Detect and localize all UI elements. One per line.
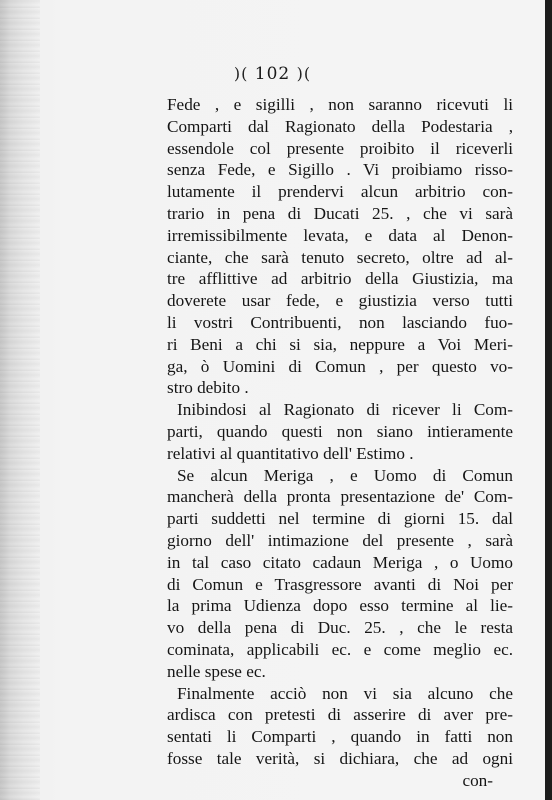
text-line: trario in pena di Ducati 25. , che vi sarà (167, 203, 513, 223)
text-line: tre afflittive ad arbitrio della Giustizia, ma (167, 269, 513, 289)
scan-border (545, 0, 552, 800)
text-line: irremissibilmente levata, e data al Denon- (167, 225, 513, 245)
text-line: vo della pena di Duc. 25. , che le resta (167, 618, 513, 638)
text-line: sentati li Comparti , quando in fatti non (167, 727, 513, 747)
text-line: Finalmente acciò non vi sia alcuno che (177, 683, 513, 703)
text-line: mancherà della pronta presentazione de' Com- (167, 487, 513, 507)
page-header (0, 64, 545, 84)
body-text (167, 94, 513, 792)
text-line: Inibindosi al Ragionato di ricever li Com- (177, 400, 513, 420)
text-line: parti suddetti nel termine di giorni 15. dal (167, 509, 513, 529)
text-line: relativi al quantitativo dell' Estimo . (167, 443, 414, 463)
text-line: cominata, applicabili ec. e come meglio ec. (167, 639, 513, 659)
text-line: giorno dell' intimazione del presente , sarà (167, 530, 513, 550)
left-ornament: )( (233, 64, 249, 83)
text-line: doverete usar fede, e giustizia verso tutti (167, 291, 513, 311)
text-line: lutamente il prendervi alcun arbitrio con- (167, 182, 513, 202)
page-gutter-shadow (0, 0, 40, 800)
text-line: ciante, che sarà tenuto secreto, oltre ad al- (167, 247, 513, 267)
text-line: Fede , e sigilli , non saranno ricevuti li (167, 95, 513, 114)
text-line: di Comun e Trasgressore avanti di Noi per (167, 574, 513, 594)
text-line: in tal caso citato cadaun Meriga , o Uomo (167, 552, 513, 572)
text-line: senza Fede, e Sigillo . Vi proibiamo risso- (167, 160, 513, 180)
text-line: li vostri Contribuenti, non lasciando fuo- (167, 312, 513, 332)
text-line: ardisca con pretesti di asserire di aver pre- (167, 705, 513, 725)
right-ornament: )( (296, 64, 312, 83)
text-line: Comparti dal Ragionato della Podestaria , (167, 116, 513, 136)
text-line: la prima Udienza dopo esso termine al lie- (167, 596, 513, 616)
text-line: fosse tale verità, si dichiara, che ad ogni (167, 748, 513, 768)
page-number: 102 (254, 64, 291, 84)
text-line: essendole col presente proibito il riceverli (167, 138, 513, 158)
text-line: parti, quando questi non siano intieramente (167, 421, 513, 441)
text-line: nelle spese ec. (167, 661, 266, 681)
text-line: con- (462, 770, 493, 790)
text-line: ri Beni a chi si sia, neppure a Voi Meri- (167, 334, 513, 354)
text-line: ga, ò Uomini di Comun , per questo vo- (167, 356, 513, 376)
text-line: stro debito . (167, 378, 249, 398)
text-line: Se alcun Meriga , e Uomo di Comun (177, 465, 513, 485)
